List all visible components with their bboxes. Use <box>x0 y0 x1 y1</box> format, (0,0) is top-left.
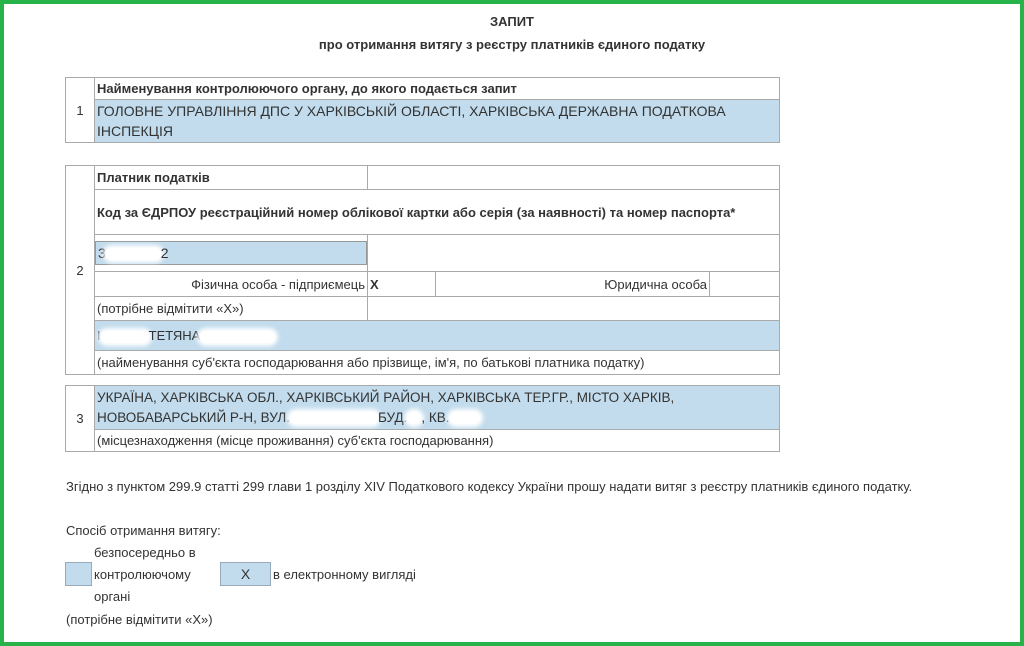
control-body-value[interactable]: ГОЛОВНЕ УПРАВЛІННЯ ДПС У ХАРКІВСЬКІЙ ОБЛАСТІ, ХАРКІВСЬКА ДЕРЖАВНА ПОДАТКОВА ІНСПЕКЦІЯ <box>95 100 780 143</box>
redacted-patronymic <box>200 331 275 343</box>
section-2-3-table <box>65 165 780 375</box>
statement-text: Згідно з пунктом 299.9 статті 299 глави 1 розділу XIV Податкового кодексу України прошу надати витяг з реєстру платників єдиного податку. <box>66 479 913 494</box>
redacted-surname <box>101 331 149 343</box>
redacted-building <box>407 412 421 424</box>
option-direct-line-1: безпосередньо в <box>94 545 196 560</box>
section-3-number: 3 <box>66 386 95 452</box>
document-subtitle: про отримання витягу з реєстру платників єдиного податку <box>318 37 706 52</box>
option-direct-checkbox[interactable] <box>65 562 92 586</box>
redacted-apartment <box>450 412 480 424</box>
payer-label: Платник податків <box>95 166 368 190</box>
legal-entity-checkbox[interactable] <box>710 272 780 297</box>
option-direct-line-2: контролюючому <box>94 567 191 582</box>
address-line-2-apartment: , КВ. <box>421 409 450 425</box>
address-line-1: УКРАЇНА, ХАРКІВСЬКА ОБЛ., ХАРКІВСЬКИЙ РАЙОН, ХАРКІВСЬКА ТЕР.ГР., МІСТО ХАРКІВ, <box>97 389 675 405</box>
code-label: Код за ЄДРПОУ реєстраційний номер облікової картки або серія (за наявності) та номер паспорта* <box>95 190 780 235</box>
legal-entity-label: Юридична особа <box>436 272 710 297</box>
fop-checkbox[interactable]: X <box>368 272 436 297</box>
redacted-street <box>290 412 378 424</box>
option-electronic-checkbox[interactable]: X <box>220 562 271 586</box>
address-value[interactable] <box>95 386 780 430</box>
delivery-label: Спосіб отримання витягу: <box>66 523 221 538</box>
option-electronic-label: в електронному вигляді <box>273 567 416 582</box>
control-body-label: Найменування контролюючого органу, до якого подається запит <box>95 78 780 100</box>
address-line-2-building: БУД. <box>377 409 408 425</box>
payer-name-start: І <box>97 328 101 343</box>
payer-name-middle: ТЕТЯНА <box>148 328 201 343</box>
document-title: ЗАПИТ <box>490 14 534 29</box>
code-input[interactable] <box>95 241 367 265</box>
section-2-number: 2 <box>66 166 95 375</box>
address-line-2-street: НОВОБАВАРСЬКИЙ Р-Н, ВУЛ. <box>97 409 290 425</box>
payer-name-hint: (найменування суб'єкта господарювання або прізвище, ім'я, по батькові платника податку) <box>95 351 780 375</box>
option-direct-line-3: органі <box>94 589 131 604</box>
payer-name-value[interactable] <box>95 321 780 351</box>
code-value-start: 3 <box>98 245 106 261</box>
redacted-code <box>106 248 161 260</box>
code-value-end: 2 <box>160 245 169 261</box>
entity-type-hint: (потрібне відмітити «Х») <box>95 297 368 321</box>
address-hint: (місцезнаходження (місце проживання) суб'єкта господарювання) <box>95 430 780 452</box>
section-1-table <box>65 77 780 143</box>
fop-label: Фізична особа - підприємець <box>95 272 368 297</box>
section-3-table <box>65 385 780 452</box>
section-1-number: 1 <box>66 78 95 143</box>
delivery-hint: (потрібне відмітити «Х») <box>66 612 213 627</box>
